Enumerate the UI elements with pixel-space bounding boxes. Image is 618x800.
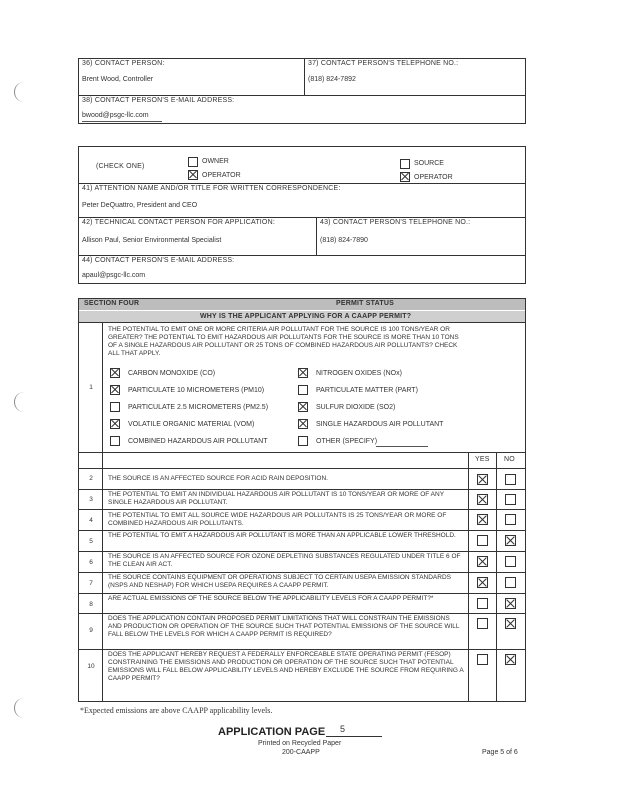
other-label: OTHER (SPECIFY) (316, 438, 378, 445)
question-9-text: DOES THE APPLICATION CONTAIN PROPOSED PERMIT LIMITATIONS THAT WILL CONSTRAIN THE EMISSIONS AND PRODUCTION OR OPERATION OF THE SOURCE SUCH THAT POTENTIAL EMISSIONS OF THE SOURCE WILL FALL BELOW THE LEVELS FOR WHICH A CAAPP PERMIT IS REQUIRED? (108, 615, 460, 638)
divider (78, 649, 526, 650)
so2-checkbox[interactable] (298, 402, 308, 412)
question-3-number: 3 (89, 496, 93, 503)
question-6-number: 6 (89, 559, 93, 566)
page-number-line (326, 736, 382, 737)
so2-label: SULFUR DIOXIDE (SO2) (316, 404, 396, 411)
divider (78, 183, 526, 184)
divider (78, 530, 526, 531)
punch-hole-mark (14, 698, 25, 718)
contact-phone-label: 37) CONTACT PERSON'S TELEPHONE NO.: (308, 60, 459, 67)
section-header-bar (79, 299, 525, 310)
divider (78, 468, 526, 469)
contact-person-value[interactable]: Brent Wood, Controller (82, 76, 154, 83)
technical-email-value[interactable]: apaul@psgc-llc.com (82, 272, 146, 279)
contact-email-label: 38) CONTACT PERSON'S E-MAIL ADDRESS: (82, 97, 235, 104)
question-7-number: 7 (89, 580, 93, 587)
punch-hole-mark (14, 82, 25, 102)
question-5-yes-box[interactable] (477, 535, 488, 546)
form-number: 200-CAAPP (282, 749, 320, 756)
part-checkbox[interactable] (298, 385, 308, 395)
application-page-number: 5 (340, 724, 346, 734)
number-column-divider (102, 322, 103, 702)
question-3-no-box[interactable] (505, 494, 516, 505)
yes-header: YES (475, 456, 490, 463)
divider (78, 489, 526, 490)
divider (304, 58, 305, 95)
application-page-label: APPLICATION PAGE (218, 726, 326, 738)
single-hap-label: SINGLE HAZARDOUS AIR POLLUTANT (316, 421, 444, 428)
question-10-yes-box[interactable] (477, 654, 488, 665)
question-3-text: THE POTENTIAL TO EMIT AN INDIVIDUAL HAZARDOUS AIR POLLUTANT IS 10 TONS/YEAR OR MORE OF ANY SINGLE HAZARDOUS AIR POLLUTANT. (108, 491, 444, 506)
question-6-yes-box[interactable] (477, 556, 488, 567)
vom-label: VOLATILE ORGANIC MATERIAL (VOM) (128, 421, 255, 428)
divider (78, 509, 526, 510)
page-of-count: Page 5 of 6 (482, 749, 518, 756)
question-4-number: 4 (89, 517, 93, 524)
question-9-yes-box[interactable] (477, 618, 488, 629)
combined-hap-checkbox[interactable] (110, 436, 120, 446)
question-3-yes-box[interactable] (477, 494, 488, 505)
nox-checkbox[interactable] (298, 368, 308, 378)
question-5-text: THE POTENTIAL TO EMIT A HAZARDOUS AIR POLLUTANT IS MORE THAN AN APPLICABLE LOWER THRESHOLD. (108, 532, 456, 539)
divider (78, 95, 526, 96)
question-2-number: 2 (89, 475, 93, 482)
question-5-no-box[interactable] (505, 535, 516, 546)
question-7-text: THE SOURCE CONTAINS EQUIPMENT OR OPERATIONS SUBJECT TO CERTAIN USEPA EMISSION STANDARDS (NSPS AND NESHAP) FOR WHICH USEPA REQUIRES A CAAPP PERMIT. (108, 574, 451, 589)
divider (78, 217, 526, 218)
divider (78, 593, 526, 594)
question-8-number: 8 (89, 601, 93, 608)
question-7-yes-box[interactable] (477, 577, 488, 588)
divider (78, 322, 526, 323)
question-8-text: ARE ACTUAL EMISSIONS OF THE SOURCE BELOW THE APPLICABILITY LEVELS FOR A CAAPP PERMIT?* (108, 595, 434, 602)
divider (78, 572, 526, 573)
source-label: SOURCE (414, 160, 444, 167)
question-4-text: THE POTENTIAL TO EMIT ALL SOURCE WIDE HAZARDOUS AIR POLLUTANTS IS 25 TONS/YEAR OR MORE OF COMBINED HAZARDOUS AIR POLLUTANTS. (108, 512, 447, 527)
section-subject: PERMIT STATUS (336, 300, 394, 307)
question-6-text: THE SOURCE IS AN AFFECTED SOURCE FOR OZONE DEPLETING SUBSTANCES REGULATED UNDER TITLE 6 OF THE CLEAN AIR ACT. (108, 553, 461, 568)
divider (78, 255, 526, 256)
question-6-no-box[interactable] (505, 556, 516, 567)
technical-phone-label: 43) CONTACT PERSON'S TELEPHONE NO.: (320, 219, 471, 226)
pm25-checkbox[interactable] (110, 402, 120, 412)
question-10-text: DOES THE APPLICANT HEREBY REQUEST A FEDERALLY ENFORCEABLE STATE OPERATING PERMIT (FESOP) CONSTRAINING THE EMISSIONS AND PRODUCTION OR OPERATION OF THE SOURCE SUCH THAT POTENTIAL EMISSIONS WILL FALL BELOW APPLICABILITY LEVELS AND HEREBY EXCLUDE THE SOURCE FROM REQUIRING A CAAPP PERMIT? (108, 651, 464, 682)
question-2-yes-box[interactable] (477, 474, 488, 485)
question-5-number: 5 (89, 538, 93, 545)
technical-phone-value[interactable]: (818) 824-7890 (320, 237, 368, 244)
co-label: CARBON MONOXIDE (CO) (128, 370, 216, 377)
contact-email-value[interactable]: bwood@psgc-llc.com (82, 112, 149, 119)
part-label: PARTICULATE MATTER (PART) (316, 387, 418, 394)
question-7-no-box[interactable] (505, 577, 516, 588)
recycled-paper-note: Printed on Recycled Paper (258, 740, 342, 747)
contact-phone-value[interactable]: (818) 824-7892 (308, 76, 356, 83)
question-4-no-box[interactable] (505, 514, 516, 525)
question-2-text: THE SOURCE IS AN AFFECTED SOURCE FOR ACID RAIN DEPOSITION. (108, 475, 328, 482)
co-checkbox[interactable] (110, 368, 120, 378)
no-header: NO (504, 456, 515, 463)
question-10-number: 10 (87, 663, 95, 670)
question-1-number: 1 (89, 384, 93, 391)
divider (316, 217, 317, 255)
owner-label: OWNER (202, 158, 229, 165)
other-specify-line[interactable] (376, 446, 428, 447)
owner-checkbox[interactable] (188, 157, 198, 167)
question-10-no-box[interactable] (505, 654, 516, 665)
pm25-label: PARTICULATE 2.5 MICROMETERS (PM2.5) (128, 404, 269, 411)
question-9-number: 9 (89, 627, 93, 634)
technical-email-label: 44) CONTACT PERSON'S E-MAIL ADDRESS: (82, 257, 235, 264)
technical-contact-value[interactable]: Allison Paul, Senior Environmental Specialist (82, 237, 222, 244)
divider (78, 613, 526, 614)
punch-hole-mark (14, 392, 25, 412)
question-9-no-box[interactable] (505, 618, 516, 629)
nox-label: NITROGEN OXIDES (NOx) (316, 370, 402, 377)
divider (78, 452, 526, 453)
attention-label: 41) ATTENTION NAME AND/OR TITLE FOR WRITTEN CORRESPONDENCE: (82, 185, 341, 192)
footnote: *Expected emissions are above CAAPP applicability levels. (80, 706, 273, 715)
combined-hap-label: COMBINED HAZARDOUS AIR POLLUTANT (128, 438, 268, 445)
other-checkbox[interactable] (298, 436, 308, 446)
question-4-yes-box[interactable] (477, 514, 488, 525)
operator-checkbox[interactable] (188, 170, 198, 180)
source-checkbox[interactable] (400, 159, 410, 169)
operator-label: OPERATOR (202, 172, 241, 179)
underline (82, 121, 162, 122)
question-8-no-box[interactable] (505, 598, 516, 609)
check-one-label: (CHECK ONE) (96, 163, 145, 170)
pm10-checkbox[interactable] (110, 385, 120, 395)
question-1-text: THE POTENTIAL TO EMIT ONE OR MORE CRITERIA AIR POLLUTANT FOR THE SOURCE IS 100 TONS/YEAR OR GREATER? THE POTENTIAL TO EMIT HAZARDOUS AIR POLLUTANTS FOR THE SOURCE IS MORE THAN 10 TONS OF A SINGLE HAZARDOUS AIR POLLUTANT OR 25 TONS OF COMBINED HAZARDOUS AIR POLLUTANTS? CHECK ALL THAT APPLY. (108, 326, 459, 357)
attention-value[interactable]: Peter DeQuattro, President and CEO (82, 202, 198, 209)
question-2-no-box[interactable] (505, 474, 516, 485)
pm10-label: PARTICULATE 10 MICROMETERS (PM10) (128, 387, 265, 394)
contact-person-label: 36) CONTACT PERSON: (82, 60, 165, 67)
technical-contact-label: 42) TECHNICAL CONTACT PERSON FOR APPLICATION: (82, 219, 275, 226)
vom-checkbox[interactable] (110, 419, 120, 429)
section-subtitle: WHY IS THE APPLICANT APPLYING FOR A CAAPP PERMIT? (200, 313, 412, 320)
divider (78, 551, 526, 552)
source-operator-checkbox[interactable] (400, 172, 410, 182)
single-hap-checkbox[interactable] (298, 419, 308, 429)
question-8-yes-box[interactable] (477, 598, 488, 609)
section-title: SECTION FOUR (84, 300, 140, 307)
source-operator-label: OPERATOR (414, 174, 453, 181)
